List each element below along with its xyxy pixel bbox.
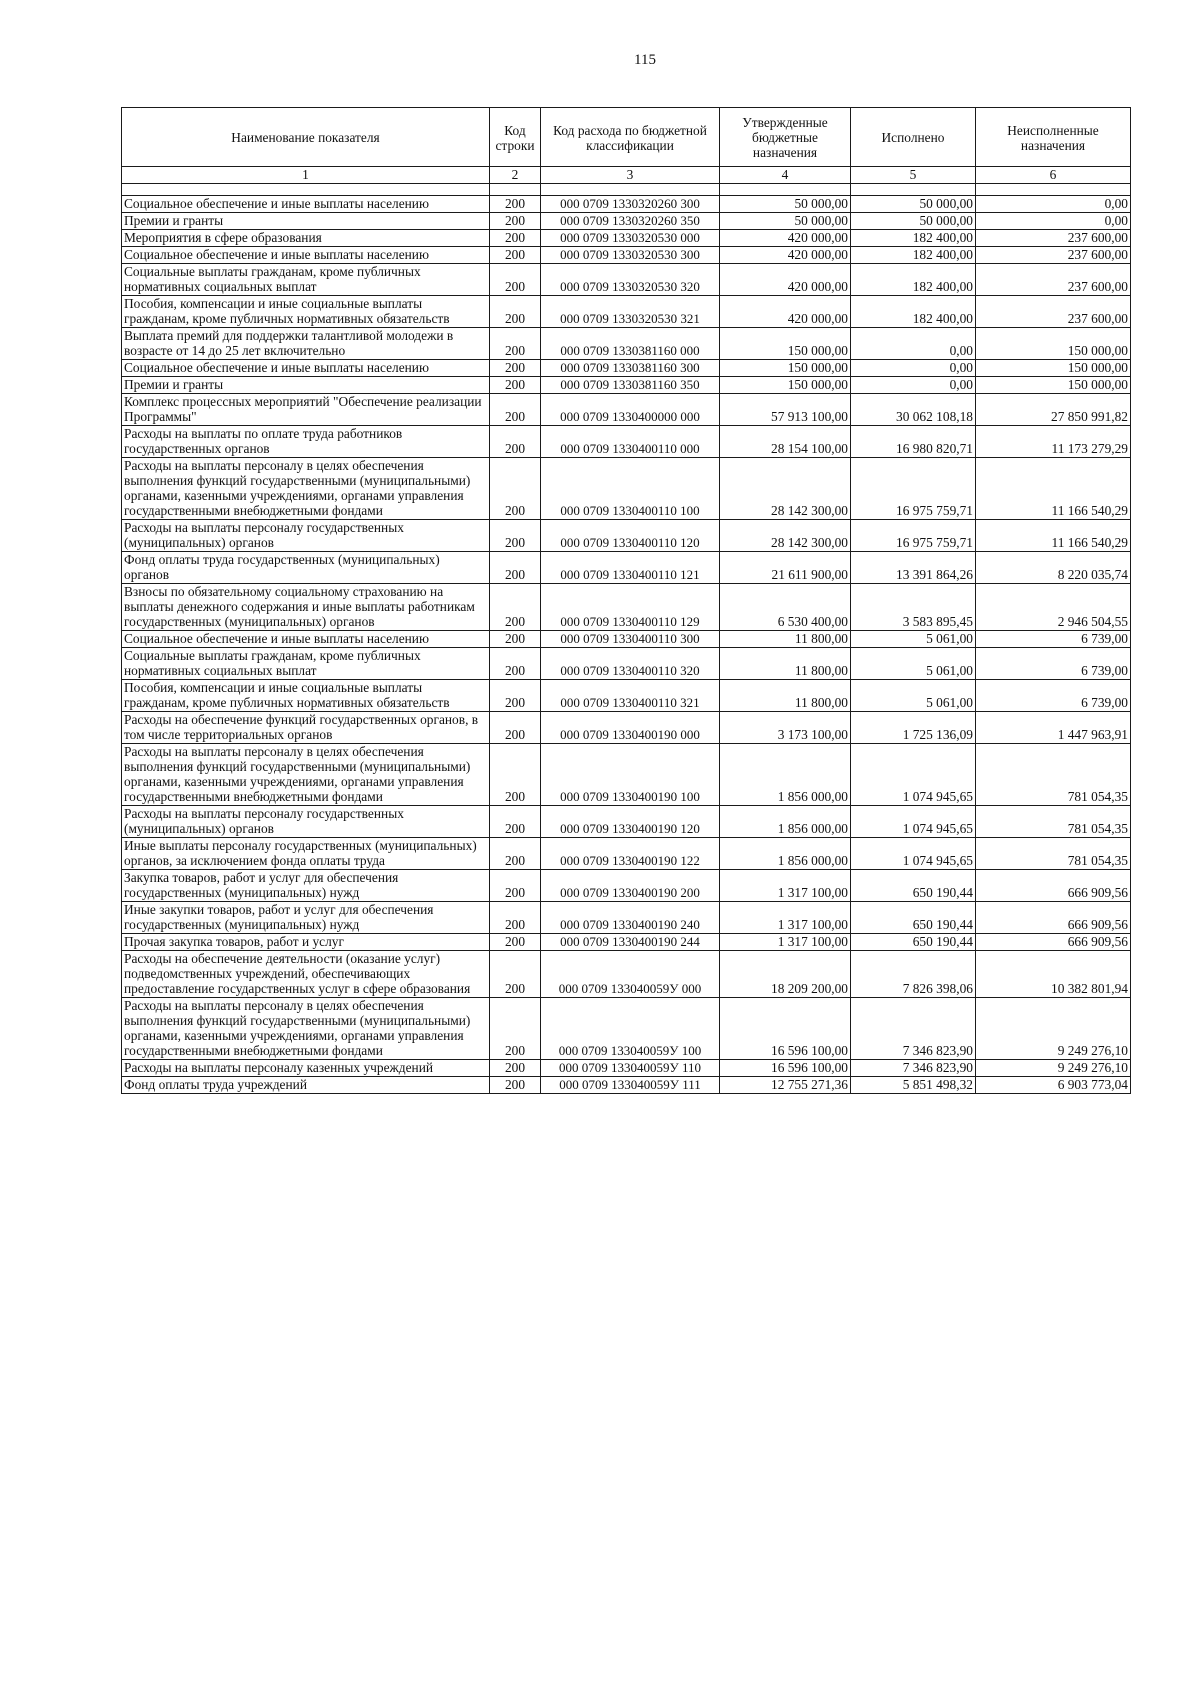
line-code: 200 (490, 520, 541, 552)
indicator-name: Взносы по обязательному социальному страхованию на выплаты денежного содержания и иные выплаты работникам государственных (муниципальных) органов (122, 584, 490, 631)
executed-amount: 50 000,00 (851, 213, 976, 230)
approved-amount: 50 000,00 (720, 196, 851, 213)
line-code: 200 (490, 377, 541, 394)
approved-amount: 420 000,00 (720, 264, 851, 296)
approved-amount: 21 611 900,00 (720, 552, 851, 584)
header-expense-code: Код расхода по бюджетной классификации (541, 108, 720, 167)
executed-amount: 5 061,00 (851, 648, 976, 680)
executed-amount: 0,00 (851, 377, 976, 394)
executed-amount: 5 061,00 (851, 680, 976, 712)
line-code: 200 (490, 458, 541, 520)
expense-code: 000 0709 1330320530 320 (541, 264, 720, 296)
approved-amount: 1 856 000,00 (720, 806, 851, 838)
expense-code: 000 0709 1330320530 000 (541, 230, 720, 247)
executed-amount: 30 062 108,18 (851, 394, 976, 426)
indicator-name: Фонд оплаты труда государственных (муниципальных) органов (122, 552, 490, 584)
expense-code: 000 0709 1330400110 320 (541, 648, 720, 680)
line-code: 200 (490, 1060, 541, 1077)
approved-amount: 28 154 100,00 (720, 426, 851, 458)
indicator-name: Расходы на выплаты персоналу казенных учреждений (122, 1060, 490, 1077)
line-code: 200 (490, 360, 541, 377)
table-row (122, 552, 1131, 584)
expense-code: 000 0709 1330400190 240 (541, 902, 720, 934)
table-body (122, 184, 1131, 1094)
table-row (122, 648, 1131, 680)
unexecuted-amount: 11 166 540,29 (976, 458, 1131, 520)
table-row (122, 1077, 1131, 1094)
expense-code: 000 0709 1330400190 200 (541, 870, 720, 902)
executed-amount: 13 391 864,26 (851, 552, 976, 584)
indicator-name: Социальное обеспечение и иные выплаты населению (122, 631, 490, 648)
expense-code: 000 0709 1330320260 350 (541, 213, 720, 230)
indicator-name: Выплата премий для поддержки талантливой молодежи в возрасте от 14 до 25 лет включительно (122, 328, 490, 360)
unexecuted-amount: 150 000,00 (976, 328, 1131, 360)
table-row (122, 951, 1131, 998)
approved-amount: 28 142 300,00 (720, 458, 851, 520)
table-row (122, 680, 1131, 712)
table-row (122, 744, 1131, 806)
expense-code: 000 0709 1330381160 300 (541, 360, 720, 377)
expense-code: 000 0709 1330400190 244 (541, 934, 720, 951)
unexecuted-amount: 666 909,56 (976, 902, 1131, 934)
table-row (122, 902, 1131, 934)
approved-amount: 1 317 100,00 (720, 934, 851, 951)
expense-code: 000 0709 1330400110 000 (541, 426, 720, 458)
unexecuted-amount: 9 249 276,10 (976, 1060, 1131, 1077)
table-row (122, 870, 1131, 902)
table-row (122, 394, 1131, 426)
table-row (122, 328, 1131, 360)
unexecuted-amount: 1 447 963,91 (976, 712, 1131, 744)
header-line-code: Код строки (490, 108, 541, 167)
line-code: 200 (490, 426, 541, 458)
approved-amount: 420 000,00 (720, 230, 851, 247)
indicator-name: Расходы на выплаты персоналу в целях обеспечения выполнения функций государственными (муниципальными) органами, казенными учреждениями, органами управления государственными внебюджетными фондами (122, 998, 490, 1060)
expense-code: 000 0709 1330381160 000 (541, 328, 720, 360)
unexecuted-amount: 6 739,00 (976, 631, 1131, 648)
table-row (122, 360, 1131, 377)
table-row (122, 712, 1131, 744)
expense-code: 000 0709 1330320530 321 (541, 296, 720, 328)
indicator-name: Расходы на выплаты персоналу государственных (муниципальных) органов (122, 806, 490, 838)
table-row (122, 247, 1131, 264)
unexecuted-amount: 6 739,00 (976, 648, 1131, 680)
approved-amount: 11 800,00 (720, 680, 851, 712)
expense-code: 000 0709 1330400110 121 (541, 552, 720, 584)
line-code: 200 (490, 951, 541, 998)
column-index: 5 (851, 167, 976, 184)
executed-amount: 16 980 820,71 (851, 426, 976, 458)
line-code: 200 (490, 902, 541, 934)
unexecuted-amount: 150 000,00 (976, 360, 1131, 377)
unexecuted-amount: 0,00 (976, 196, 1131, 213)
unexecuted-amount: 9 249 276,10 (976, 998, 1131, 1060)
expense-code: 000 0709 1330320530 300 (541, 247, 720, 264)
table-row (122, 296, 1131, 328)
indicator-name: Расходы на выплаты персоналу в целях обеспечения выполнения функций государственными (муниципальными) органами, казенными учреждениями, органами управления государственными внебюджетными фондами (122, 744, 490, 806)
indicator-name: Социальные выплаты гражданам, кроме публичных нормативных социальных выплат (122, 264, 490, 296)
column-index: 1 (122, 167, 490, 184)
approved-amount: 16 596 100,00 (720, 1060, 851, 1077)
line-code: 200 (490, 838, 541, 870)
executed-amount: 5 851 498,32 (851, 1077, 976, 1094)
line-code: 200 (490, 934, 541, 951)
unexecuted-amount: 11 173 279,29 (976, 426, 1131, 458)
expense-code: 000 0709 1330381160 350 (541, 377, 720, 394)
line-code: 200 (490, 712, 541, 744)
expense-code: 000 0709 133040059У 100 (541, 998, 720, 1060)
executed-amount: 7 826 398,06 (851, 951, 976, 998)
indicator-name: Расходы на выплаты персоналу в целях обеспечения выполнения функций государственными (муниципальными) органами, казенными учреждениями, органами управления государственными внебюджетными фондами (122, 458, 490, 520)
expense-code: 000 0709 1330400110 129 (541, 584, 720, 631)
approved-amount: 420 000,00 (720, 296, 851, 328)
unexecuted-amount: 10 382 801,94 (976, 951, 1131, 998)
unexecuted-amount: 6 903 773,04 (976, 1077, 1131, 1094)
line-code: 200 (490, 648, 541, 680)
executed-amount: 0,00 (851, 328, 976, 360)
line-code: 200 (490, 744, 541, 806)
unexecuted-amount: 781 054,35 (976, 838, 1131, 870)
table-row (122, 838, 1131, 870)
approved-amount: 11 800,00 (720, 648, 851, 680)
approved-amount: 57 913 100,00 (720, 394, 851, 426)
indicator-name: Закупка товаров, работ и услуг для обеспечения государственных (муниципальных) нужд (122, 870, 490, 902)
expense-code: 000 0709 133040059У 110 (541, 1060, 720, 1077)
unexecuted-amount: 8 220 035,74 (976, 552, 1131, 584)
table-header-row (122, 108, 1131, 167)
table-row (122, 230, 1131, 247)
line-code: 200 (490, 247, 541, 264)
spacer-row (122, 184, 1131, 196)
approved-amount: 1 856 000,00 (720, 838, 851, 870)
unexecuted-amount: 0,00 (976, 213, 1131, 230)
approved-amount: 1 317 100,00 (720, 902, 851, 934)
line-code: 200 (490, 680, 541, 712)
executed-amount: 5 061,00 (851, 631, 976, 648)
approved-amount: 28 142 300,00 (720, 520, 851, 552)
unexecuted-amount: 237 600,00 (976, 230, 1131, 247)
table-row (122, 426, 1131, 458)
budget-execution-table (121, 107, 1131, 1094)
approved-amount: 3 173 100,00 (720, 712, 851, 744)
unexecuted-amount: 781 054,35 (976, 806, 1131, 838)
column-index-row (122, 167, 1131, 184)
indicator-name: Расходы на выплаты по оплате труда работников государственных органов (122, 426, 490, 458)
unexecuted-amount: 666 909,56 (976, 870, 1131, 902)
page-number: 115 (634, 52, 656, 68)
table-row (122, 998, 1131, 1060)
unexecuted-amount: 27 850 991,82 (976, 394, 1131, 426)
line-code: 200 (490, 631, 541, 648)
indicator-name: Расходы на обеспечение функций государственных органов, в том числе территориальных органов (122, 712, 490, 744)
approved-amount: 150 000,00 (720, 360, 851, 377)
executed-amount: 0,00 (851, 360, 976, 377)
indicator-name: Иные выплаты персоналу государственных (муниципальных) органов, за исключением фонда оплаты труда (122, 838, 490, 870)
indicator-name: Расходы на обеспечение деятельности (оказание услуг) подведомственных учреждений, обеспечивающих предоставление государственных услуг в сфере образования (122, 951, 490, 998)
expense-code: 000 0709 1330400110 300 (541, 631, 720, 648)
indicator-name: Социальные выплаты гражданам, кроме публичных нормативных социальных выплат (122, 648, 490, 680)
unexecuted-amount: 11 166 540,29 (976, 520, 1131, 552)
indicator-name: Премии и гранты (122, 213, 490, 230)
approved-amount: 16 596 100,00 (720, 998, 851, 1060)
executed-amount: 650 190,44 (851, 902, 976, 934)
table-row (122, 213, 1131, 230)
line-code: 200 (490, 584, 541, 631)
indicator-name: Социальное обеспечение и иные выплаты населению (122, 360, 490, 377)
approved-amount: 6 530 400,00 (720, 584, 851, 631)
executed-amount: 182 400,00 (851, 247, 976, 264)
column-index: 6 (976, 167, 1131, 184)
line-code: 200 (490, 394, 541, 426)
executed-amount: 1 074 945,65 (851, 744, 976, 806)
indicator-name: Социальное обеспечение и иные выплаты населению (122, 247, 490, 264)
expense-code: 000 0709 1330320260 300 (541, 196, 720, 213)
column-index: 2 (490, 167, 541, 184)
expense-code: 000 0709 133040059У 111 (541, 1077, 720, 1094)
unexecuted-amount: 237 600,00 (976, 264, 1131, 296)
line-code: 200 (490, 196, 541, 213)
expense-code: 000 0709 1330400190 100 (541, 744, 720, 806)
table-row (122, 458, 1131, 520)
executed-amount: 7 346 823,90 (851, 998, 976, 1060)
table-row (122, 1060, 1131, 1077)
indicator-name: Фонд оплаты труда учреждений (122, 1077, 490, 1094)
table-row (122, 631, 1131, 648)
executed-amount: 182 400,00 (851, 296, 976, 328)
unexecuted-amount: 150 000,00 (976, 377, 1131, 394)
approved-amount: 12 755 271,36 (720, 1077, 851, 1094)
line-code: 200 (490, 213, 541, 230)
indicator-name: Иные закупки товаров, работ и услуг для обеспечения государственных (муниципальных) нужд (122, 902, 490, 934)
expense-code: 000 0709 1330400110 120 (541, 520, 720, 552)
approved-amount: 1 317 100,00 (720, 870, 851, 902)
line-code: 200 (490, 552, 541, 584)
indicator-name: Социальное обеспечение и иные выплаты населению (122, 196, 490, 213)
unexecuted-amount: 2 946 504,55 (976, 584, 1131, 631)
expense-code: 000 0709 1330400190 000 (541, 712, 720, 744)
line-code: 200 (490, 998, 541, 1060)
line-code: 200 (490, 806, 541, 838)
executed-amount: 1 074 945,65 (851, 838, 976, 870)
expense-code: 000 0709 1330400190 122 (541, 838, 720, 870)
unexecuted-amount: 237 600,00 (976, 247, 1131, 264)
indicator-name: Пособия, компенсации и иные социальные выплаты гражданам, кроме публичных нормативных обязательств (122, 680, 490, 712)
executed-amount: 650 190,44 (851, 934, 976, 951)
executed-amount: 182 400,00 (851, 264, 976, 296)
table-row (122, 520, 1131, 552)
line-code: 200 (490, 870, 541, 902)
table-row (122, 584, 1131, 631)
header-executed: Исполнено (851, 108, 976, 167)
executed-amount: 650 190,44 (851, 870, 976, 902)
header-unexecuted: Неисполненные назначения (976, 108, 1131, 167)
line-code: 200 (490, 328, 541, 360)
table-row (122, 934, 1131, 951)
approved-amount: 18 209 200,00 (720, 951, 851, 998)
indicator-name: Мероприятия в сфере образования (122, 230, 490, 247)
table-row (122, 196, 1131, 213)
indicator-name: Премии и гранты (122, 377, 490, 394)
table-row (122, 377, 1131, 394)
line-code: 200 (490, 296, 541, 328)
header-indicator-name: Наименование показателя (122, 108, 490, 167)
unexecuted-amount: 781 054,35 (976, 744, 1131, 806)
executed-amount: 1 725 136,09 (851, 712, 976, 744)
executed-amount: 16 975 759,71 (851, 520, 976, 552)
indicator-name: Прочая закупка товаров, работ и услуг (122, 934, 490, 951)
executed-amount: 3 583 895,45 (851, 584, 976, 631)
executed-amount: 182 400,00 (851, 230, 976, 247)
indicator-name: Пособия, компенсации и иные социальные выплаты гражданам, кроме публичных нормативных обязательств (122, 296, 490, 328)
indicator-name: Комплекс процессных мероприятий "Обеспечение реализации Программы" (122, 394, 490, 426)
unexecuted-amount: 237 600,00 (976, 296, 1131, 328)
line-code: 200 (490, 1077, 541, 1094)
expense-code: 000 0709 1330400110 100 (541, 458, 720, 520)
approved-amount: 150 000,00 (720, 377, 851, 394)
approved-amount: 50 000,00 (720, 213, 851, 230)
approved-amount: 11 800,00 (720, 631, 851, 648)
expense-code: 000 0709 1330400190 120 (541, 806, 720, 838)
executed-amount: 7 346 823,90 (851, 1060, 976, 1077)
expense-code: 000 0709 1330400110 321 (541, 680, 720, 712)
expense-code: 000 0709 1330400000 000 (541, 394, 720, 426)
unexecuted-amount: 6 739,00 (976, 680, 1131, 712)
executed-amount: 16 975 759,71 (851, 458, 976, 520)
line-code: 200 (490, 264, 541, 296)
column-index: 3 (541, 167, 720, 184)
table-row (122, 264, 1131, 296)
executed-amount: 50 000,00 (851, 196, 976, 213)
table-row (122, 806, 1131, 838)
header-approved: Утвержденные бюджетные назначения (720, 108, 851, 167)
approved-amount: 150 000,00 (720, 328, 851, 360)
executed-amount: 1 074 945,65 (851, 806, 976, 838)
expense-code: 000 0709 133040059У 000 (541, 951, 720, 998)
approved-amount: 1 856 000,00 (720, 744, 851, 806)
indicator-name: Расходы на выплаты персоналу государственных (муниципальных) органов (122, 520, 490, 552)
column-index: 4 (720, 167, 851, 184)
approved-amount: 420 000,00 (720, 247, 851, 264)
unexecuted-amount: 666 909,56 (976, 934, 1131, 951)
line-code: 200 (490, 230, 541, 247)
